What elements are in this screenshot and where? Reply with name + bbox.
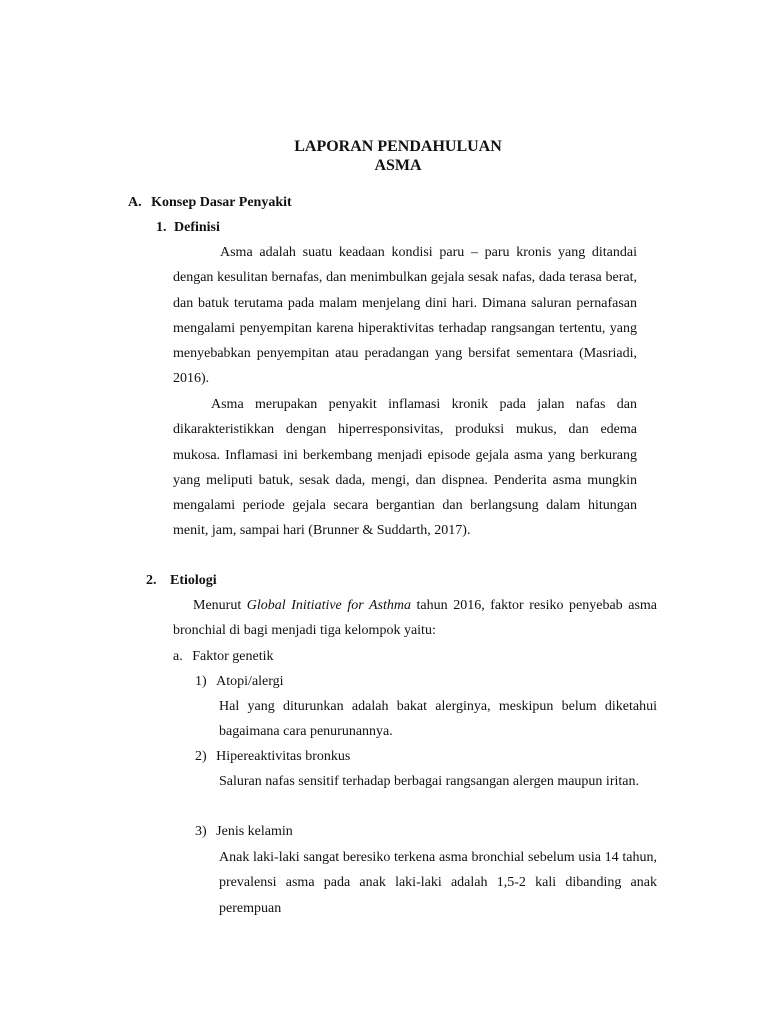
- etiologi-intro-text: Menurut: [193, 598, 247, 613]
- list-item-3-text: Anak laki-laki sangat beresiko terkena asma bronchial sebelum usia 14 tahun, prevalensi asma pada anak laki-laki adalah 1,5-2 kali dibanding anak perempuan: [219, 850, 657, 916]
- section-a-label: A.: [128, 195, 142, 210]
- document-title: LAPORAN PENDAHULUAN: [294, 138, 502, 155]
- list-item-3-heading: [195, 824, 293, 840]
- list-item-1-text: Hal yang diturunkan adalah bakat alerginya, meskipun belum diketahui bagaimana cara penurunannya.: [219, 699, 657, 740]
- list-item-1-title: Atopi/alergi: [216, 674, 284, 689]
- etiologi-intro: [173, 593, 657, 644]
- list-item-3-number: 3): [195, 824, 207, 839]
- definisi-number: 1.: [156, 220, 167, 235]
- list-item-1-number: 1): [195, 674, 207, 689]
- definisi-title: Definisi: [174, 220, 220, 235]
- definisi-heading: [156, 220, 220, 236]
- list-item-2-heading: [195, 749, 350, 765]
- etiologi-number: 2.: [146, 573, 157, 588]
- section-a-title: Konsep Dasar Penyakit: [151, 195, 292, 210]
- list-item-1-heading: [195, 674, 284, 690]
- list-item-2-title: Hipereaktivitas bronkus: [216, 749, 351, 764]
- list-item-2-number: 2): [195, 749, 207, 764]
- etiologi-intro-text-after: tahun 2016, faktor resiko penyebab asma bronchial di bagi menjadi tiga kelompok yaitu:: [173, 598, 658, 639]
- etiologi-heading: [146, 573, 217, 589]
- sub-item-a-label: a.: [173, 649, 183, 664]
- list-item-2-text: Saluran nafas sensitif terhadap berbagai rangsangan alergen maupun iritan.: [219, 774, 639, 789]
- list-item-3-title: Jenis kelamin: [216, 824, 293, 839]
- etiologi-intro-italic: Global Initiative for Asthma: [246, 598, 411, 613]
- definisi-paragraph-2: Asma merupakan penyakit inflamasi kronik pada jalan nafas dan dikarakteristikkan dengan hiperresponsivitas, produksi mukus, dan edema mukosa. Inflamasi ini berkembang menjadi episode gejala asma yang berkurang yang meliputi batuk, sesak dada, mengi, dan dispnea. Penderita asma mungkin mengalami periode gejala secara bergantian dan berlangsung dalam hitungan menit, jam, sampai hari (Brunner & Suddarth, 2017).: [173, 397, 637, 539]
- sub-item-a: [173, 649, 273, 665]
- sub-item-a-title: Faktor genetik: [192, 649, 274, 664]
- section-a-heading: [128, 195, 292, 211]
- document-subtitle: ASMA: [374, 157, 422, 174]
- definisi-paragraph-1: Asma adalah suatu keadaan kondisi paru – paru kronis yang ditandai dengan kesulitan bernafas, dan menimbulkan gejala sesak nafas, dada terasa berat, dan batuk terutama pada malam menjelang dini hari. Dimana saluran pernafasan mengalami penyempitan karena hiperaktivitas terhadap rangsangan tertentu, yang menyebabkan penyempitan atau peradangan yang bersifat sementara (Masriadi, 2016).: [173, 245, 637, 387]
- etiologi-title: Etiologi: [170, 573, 217, 588]
